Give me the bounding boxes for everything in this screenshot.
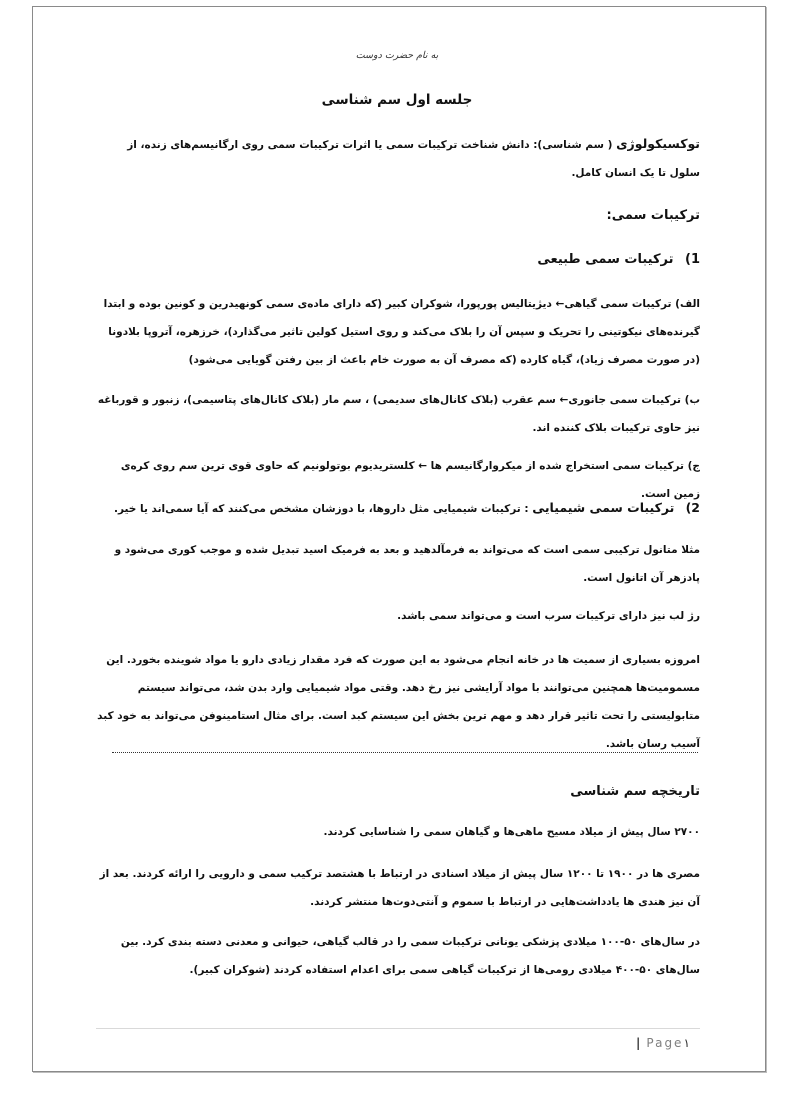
dotted-separator (112, 752, 698, 753)
footer-bar: | (636, 1036, 641, 1050)
definition-term: توکسیکولوژی (616, 136, 700, 151)
page-title: جلسه اول سم شناسی (321, 92, 473, 108)
poisoning-paragraph: امروزه بسیاری از سمیت ها در خانه انجام می‌شود به این صورت که فرد مقدار زیادی دارو یا مواد شوینده بخورد. این مسمومیت‌ها همچنین می‌توانند با مواد آرایشی نیز رخ دهد. وقتی مواد شیمیایی وارد بدن شد، می‌تواند سیستم متابولیستی را تحت تاثیر قرار دهد و مهم ترین بخش این سیستم کبد است. برای مثال استامینوفن می‌تواند به خود کبد آسیب رسان باشد. (97, 654, 700, 750)
history-paragraph-1: ۲۷۰۰ سال پیش از میلاد مسیح ماهی‌ها و گیاهان سمی را شناسایی کردند. (323, 826, 700, 838)
definition-text: ( سم شناسی): دانش شناخت ترکیبات سمی یا اثرات ترکیبات سمی روی ارگانیسم‌های زنده، از سلول تا یک انسان کامل. (127, 139, 700, 179)
definition-paragraph (96, 130, 700, 187)
footer-label: Page (646, 1036, 684, 1050)
natural-heading-text: ترکیبات سمی طبیعی (537, 252, 674, 267)
chemical-heading-text: ترکیبات سمی شیمیایی (532, 500, 675, 515)
natural-animal-paragraph: ب) ترکیبات سمی جانوری← سم عقرب (بلاک کانال‌های سدیمی) ، سم مار (بلاک کانال‌های پتاسیمی)، زنبور و قورباغه نیز حاوی ترکیبات بلاک کننده اند. (97, 394, 700, 434)
history-paragraph-3: در سال‌های ۵۰-۱۰۰ میلادی پزشکی یونانی ترکیبات سمی را در قالب گیاهی، حیوانی و معدنی دسته بندی کرد. بین سال‌های ۵۰-۴۰۰ میلادی رومی‌ها از ترکیبات گیاهی سمی برای اعدام استفاده کردند (شوکران کبیر). (120, 936, 700, 976)
chemical-example-lipstick: رژ لب نیز دارای ترکیبات سرب است و می‌تواند سمی باشد. (397, 610, 700, 622)
header-line: به نام حضرت دوست (355, 50, 439, 61)
footer-divider (96, 1028, 700, 1029)
natural-microbe-paragraph: ج) ترکیبات سمی استخراج شده از میکروارگانیسم ها ← کلستریدیوم بوتولونیم که حاوی قوی ترین سم روی کره‌ی زمین است. (120, 460, 700, 500)
chemical-example-methanol: مثلا متانول ترکیبی سمی است که می‌تواند به فرمآلدهید و بعد به فرمیک اسید تبدیل شده و موجب کوری می‌شود و پادزهر آن اتانول است. (114, 544, 700, 584)
natural-number: 1) (685, 252, 700, 267)
section-toxic-heading: ترکیبات سمی: (606, 208, 700, 223)
chemical-heading (96, 500, 700, 515)
page-number: ۱ (683, 1036, 690, 1050)
chemical-text: : ترکیبات شیمیایی مثل داروها، با دوزشان مشخص می‌کنند که آیا سمی‌اند یا خیر. (113, 503, 533, 515)
page-footer (636, 1036, 690, 1050)
natural-plant-paragraph: الف) ترکیبات سمی گیاهی← دیژیتالیس پورپورا، شوکران کبیر (که دارای ماده‌ی سمی کونهیدرین و کونین بوده و ابتدا گیرنده‌های نیکوتینی را تحریک و سپس آن را بلاک می‌کند و روی استیل کولین تاثیر می‌گذارد)، خرزهره، آتروپا بلادونا (در صورت مصرف زیاد)، گیاه کارده (که مصرف آن به صورت خام باعث از بین رفتن گویایی می‌شود) (103, 298, 700, 366)
chemical-number: 2) (685, 500, 700, 515)
natural-heading (96, 252, 700, 267)
history-paragraph-2: مصری ها در ۱۹۰۰ تا ۱۲۰۰ سال پیش از میلاد اسنادی در ارتباط با هشتصد ترکیب سمی و دارویی را ارائه کردند. بعد از آن نیز هندی ها یادداشت‌هایی در ارتباط با سموم و آنتی‌دوت‌ها منتشر کردند. (99, 868, 700, 908)
history-heading: تاریخچه سم شناسی (570, 784, 700, 799)
